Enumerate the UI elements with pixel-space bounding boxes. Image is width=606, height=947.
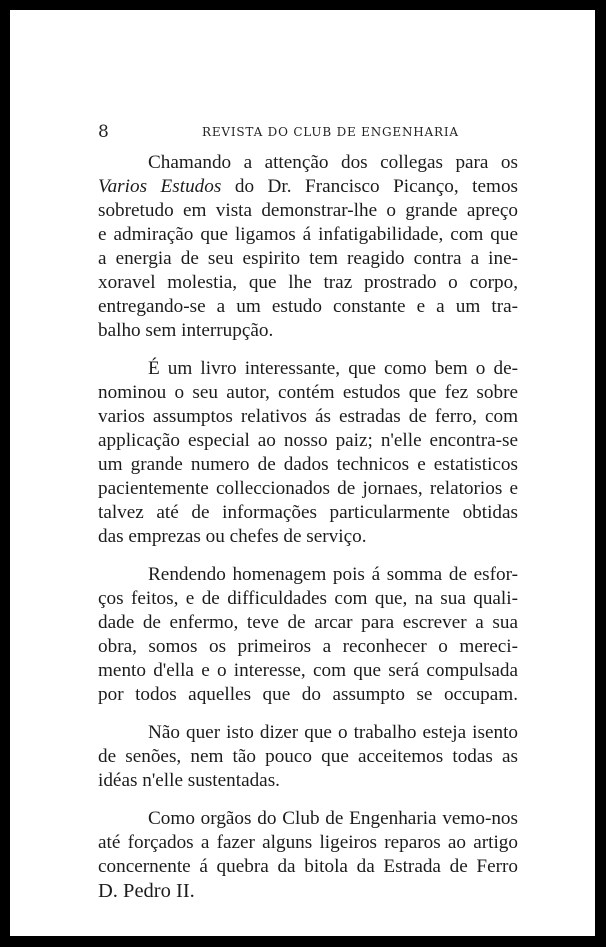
text-line: Chamando a attenção dos collegas para os bbox=[148, 152, 518, 173]
text-line: entregando-se a um estudo constante e a um tra- bbox=[98, 296, 518, 317]
text-line-rest: do Dr. Francisco Picanço, temos bbox=[234, 176, 519, 197]
text-line: Como orgãos do Club de Engenharia vemo-nos bbox=[148, 808, 518, 829]
text-line: mento d'ella e o interesse, com que será compulsada bbox=[98, 660, 518, 681]
text-line: balho sem interrupção. bbox=[98, 320, 274, 341]
book-page bbox=[10, 10, 595, 936]
paragraph-1 bbox=[98, 151, 518, 343]
text-line: e admiração que ligamos á infatigabilidade, com que bbox=[98, 224, 518, 245]
text-line: obra, somos os primeiros a reconhecer o mereci- bbox=[98, 636, 518, 657]
text-line: applicação especial ao nosso paiz; n'elle encontra-se bbox=[98, 430, 518, 451]
text-line: de senões, nem tão pouco que acceitemos todas as bbox=[98, 746, 518, 767]
text-line: idéas n'elle sustentadas. bbox=[98, 770, 280, 791]
text-line: Não quer isto dizer que o trabalho esteja isento bbox=[148, 722, 518, 743]
text-line: das emprezas ou chefes de serviço. bbox=[98, 526, 367, 547]
text-line: dade de enfermo, teve de arcar para escrever a sua bbox=[98, 612, 518, 633]
text-line: concernente á quebra da bitola da Estrada de Ferro bbox=[98, 856, 518, 877]
running-head: REVISTA DO CLUB DE ENGENHARIA bbox=[202, 125, 459, 139]
body-text bbox=[98, 151, 518, 917]
paragraph-4 bbox=[98, 721, 518, 793]
text-line: É um livro interessante, que como bem o de- bbox=[148, 358, 518, 379]
text-line: por todos aquelles que do assumpto se occupam. bbox=[98, 684, 518, 705]
paragraph-2 bbox=[98, 357, 518, 549]
paragraph-3 bbox=[98, 563, 518, 707]
text-line: nominou o seu autor, contém estudos que fez sobre bbox=[98, 382, 518, 403]
book-title: Varios Estudos bbox=[98, 176, 222, 197]
text-line: talvez até de informações particularmente obtidas bbox=[98, 502, 518, 523]
text-line: um grande numero de dados technicos e estatisticos bbox=[98, 454, 518, 475]
text-line: Rendendo homenagem pois á somma de esfor- bbox=[148, 564, 518, 585]
page-number: 8 bbox=[98, 122, 109, 142]
paragraph-5 bbox=[98, 807, 518, 903]
text-line: D. Pedro II. bbox=[98, 880, 195, 902]
text-line: até forçados a fazer alguns ligeiros reparos ao artigo bbox=[98, 832, 518, 853]
text-line bbox=[98, 175, 518, 199]
text-line: ços feitos, e de difficuldades com que, na sua quali- bbox=[98, 588, 518, 609]
text-line: pacientemente colleccionados de jornaes, relatorios e bbox=[98, 478, 518, 499]
page-header bbox=[98, 122, 518, 142]
text-line: xoravel molestia, que lhe traz prostrado o corpo, bbox=[98, 272, 518, 293]
text-line: sobretudo em vista demonstrar-lhe o grande apreço bbox=[98, 200, 518, 221]
text-line: varios assumptos relativos ás estradas de ferro, com bbox=[98, 406, 518, 427]
text-line: a energia de seu espirito tem reagido contra a ine- bbox=[98, 248, 518, 269]
